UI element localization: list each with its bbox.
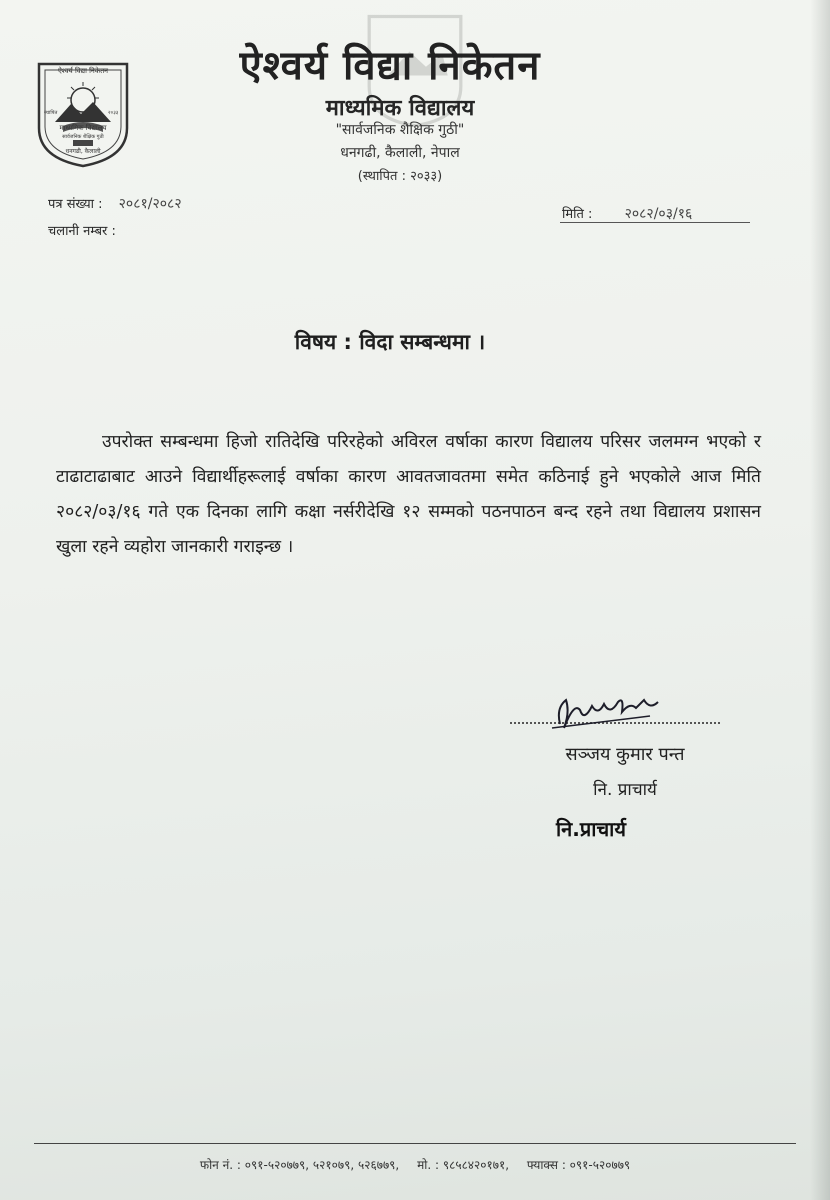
established-year: (स्थापित : २०३३) — [357, 169, 443, 184]
signer-name: सञ्जय कुमार पन्त — [565, 744, 685, 765]
date-row — [562, 204, 692, 223]
signer-title: नि. प्राचार्य — [593, 780, 657, 800]
crest-bottom-small: सार्वजनिक शैक्षिक गुठी — [62, 134, 104, 140]
school-tagline: "सार्वजनिक शैक्षिक गुठी" — [335, 122, 465, 138]
letter-body: उपरोक्त सम्बन्धमा हिजो रातिदेखि परिरहेको अविरल वर्षाका कारण विद्यालय परिसर जलमग्न भएको र टाढाटाढाबाट आउने विद्यार्थीहरूलाई वर्षाका कारण आवतजावतमा समेत कठिनाई हुने भएकोले आज मिति २०८२/०३/१६ गते एक दिनका लागि कक्षा नर्सरीदेखि १२ सम्मको पठनपाठन बन्द रहने तथा विद्यालय प्रशासन खुला रहने व्यहोरा जानकारी गराइन्छ । — [56, 432, 761, 557]
school-type: माध्यमिक विद्यालय — [325, 95, 475, 121]
letter-subject: विषय : विदा सम्बन्धमा । — [294, 330, 486, 354]
letter-number-label: पत्र संख्या : — [48, 197, 103, 212]
date-value: २०८२/०३/१६ — [624, 206, 693, 222]
crest-bottom-text: माध्यमिक विद्यालय — [59, 124, 107, 132]
footer-fax: फ्याक्स : ०९१-५२०७७९ — [526, 1158, 631, 1172]
date-underline — [560, 222, 750, 223]
dispatch-number-label: चलानी नम्बर : — [48, 224, 116, 239]
page-edge-shadow — [810, 0, 830, 1200]
footer-phone: फोन नं. : ०९१-५२०७७९, ५२१०७९, ५२६७७९, — [199, 1158, 400, 1172]
school-address: धनगढी, कैलाली, नेपाल — [340, 145, 460, 161]
footer-divider — [34, 1143, 796, 1144]
school-name: ऐश्वर्य विद्या निकेतन — [239, 42, 541, 89]
crest-inner-right: २०३३ — [108, 110, 119, 116]
contact-footer — [0, 1156, 830, 1173]
crest-top-text: ऐश्वर्य विद्या निकेतन — [57, 67, 109, 75]
dispatch-number-row — [48, 221, 132, 239]
letter-number-row — [48, 194, 182, 213]
title-stamp: नि.प्राचार्य — [556, 817, 626, 841]
crest-inner-left: स्थापित — [44, 110, 58, 116]
date-label: मिति : — [562, 207, 593, 222]
crest-city: धनगढी, कैलाली — [65, 148, 101, 155]
letter-number-value: २०८१/२०८२ — [118, 196, 182, 212]
footer-mobile: मो. : ९८५८४२०१७१, — [417, 1158, 510, 1172]
